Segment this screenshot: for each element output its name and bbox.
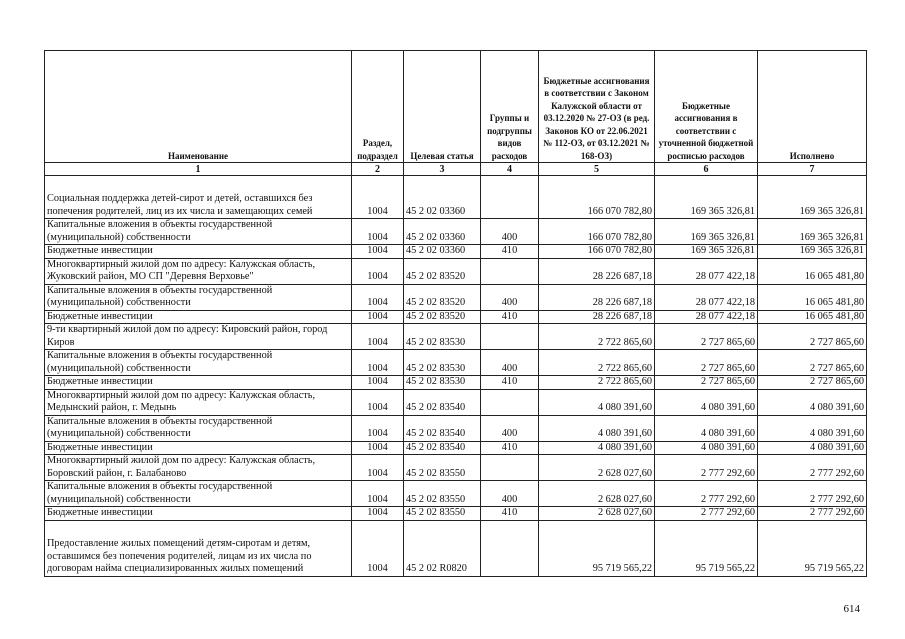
row-law-allocation: 4 080 391,60 (539, 389, 655, 415)
row-expense-group (481, 176, 539, 219)
row-law-allocation: 166 070 782,80 (539, 245, 655, 259)
row-executed: 4 080 391,60 (758, 441, 867, 455)
row-section: 1004 (352, 245, 404, 259)
row-expense-group: 410 (481, 310, 539, 324)
row-revised-allocation: 169 365 326,81 (655, 219, 758, 245)
row-target-code: 45 2 02 03360 (404, 245, 481, 259)
row-name: Социальная поддержка детей-сирот и детей, оставшихся без попечения родителей, лиц из их числа и замещающих семей (45, 176, 352, 219)
column-number: 2 (352, 163, 404, 176)
row-law-allocation: 2 628 027,60 (539, 455, 655, 481)
row-name: Бюджетные инвестиции (45, 376, 352, 390)
column-number: 1 (45, 163, 352, 176)
row-target-code: 45 2 02 83540 (404, 441, 481, 455)
row-target-code: 45 2 02 03360 (404, 176, 481, 219)
row-executed: 169 365 326,81 (758, 219, 867, 245)
row-section: 1004 (352, 481, 404, 507)
row-law-allocation: 28 226 687,18 (539, 310, 655, 324)
row-revised-allocation: 4 080 391,60 (655, 441, 758, 455)
row-law-allocation: 4 080 391,60 (539, 415, 655, 441)
row-executed: 16 065 481,80 (758, 310, 867, 324)
row-name: Капитальные вложения в объекты государственной (муниципальной) собственности (45, 219, 352, 245)
row-executed: 95 719 565,22 (758, 520, 867, 576)
row-expense-group: 410 (481, 376, 539, 390)
row-target-code: 45 2 02 83540 (404, 415, 481, 441)
row-law-allocation: 28 226 687,18 (539, 258, 655, 284)
row-revised-allocation: 28 077 422,18 (655, 284, 758, 310)
row-section: 1004 (352, 376, 404, 390)
row-section: 1004 (352, 324, 404, 350)
row-expense-group (481, 324, 539, 350)
row-expense-group: 400 (481, 219, 539, 245)
row-executed: 4 080 391,60 (758, 415, 867, 441)
table-row (45, 324, 867, 350)
header-law-allocations: Бюджетные ассигнования в соответствии с Законом Калужской области от 03.12.2020 № 27-ОЗ (в ред. Законов КО от 22.06.2021 № 112-ОЗ, от 03.12.2021 № 168-ОЗ) (539, 51, 655, 163)
row-expense-group: 410 (481, 245, 539, 259)
row-name: Бюджетные инвестиции (45, 245, 352, 259)
column-number: 6 (655, 163, 758, 176)
table-row (45, 455, 867, 481)
table-row (45, 284, 867, 310)
row-target-code: 45 2 02 83550 (404, 507, 481, 521)
row-executed: 2 727 865,60 (758, 324, 867, 350)
row-revised-allocation: 2 777 292,60 (655, 455, 758, 481)
column-number-row (45, 163, 867, 176)
page-number: 614 (843, 603, 860, 615)
column-number: 4 (481, 163, 539, 176)
table-row (45, 258, 867, 284)
budget-sheet (44, 50, 866, 577)
row-revised-allocation: 2 777 292,60 (655, 507, 758, 521)
row-section: 1004 (352, 455, 404, 481)
table-row (45, 507, 867, 521)
row-section: 1004 (352, 284, 404, 310)
table-row (45, 176, 867, 219)
row-expense-group (481, 389, 539, 415)
row-revised-allocation: 4 080 391,60 (655, 389, 758, 415)
row-expense-group: 400 (481, 350, 539, 376)
row-revised-allocation: 95 719 565,22 (655, 520, 758, 576)
row-revised-allocation: 28 077 422,18 (655, 310, 758, 324)
row-section: 1004 (352, 176, 404, 219)
row-revised-allocation: 169 365 326,81 (655, 176, 758, 219)
header-target-item: Целевая статья (404, 51, 481, 163)
header-revised-allocations: Бюджетные ассигнования в соответствии с уточненной бюджетной росписью расходов (655, 51, 758, 163)
row-target-code: 45 2 02 83520 (404, 310, 481, 324)
row-target-code: 45 2 02 83550 (404, 481, 481, 507)
row-name: Бюджетные инвестиции (45, 310, 352, 324)
row-target-code: 45 2 02 R0820 (404, 520, 481, 576)
row-law-allocation: 2 628 027,60 (539, 481, 655, 507)
row-section: 1004 (352, 415, 404, 441)
column-number: 3 (404, 163, 481, 176)
row-executed: 16 065 481,80 (758, 284, 867, 310)
row-name: Капитальные вложения в объекты государственной (муниципальной) собственности (45, 284, 352, 310)
row-revised-allocation: 2 727 865,60 (655, 324, 758, 350)
row-law-allocation: 166 070 782,80 (539, 219, 655, 245)
table-row (45, 441, 867, 455)
row-law-allocation: 4 080 391,60 (539, 441, 655, 455)
table-row (45, 310, 867, 324)
row-name: Многоквартирный жилой дом по адресу: Калужская область, Боровский район, г. Балабаново (45, 455, 352, 481)
row-name: 9-ти квартирный жилой дом по адресу: Кировский район, город Киров (45, 324, 352, 350)
budget-table (44, 50, 867, 577)
row-revised-allocation: 4 080 391,60 (655, 415, 758, 441)
row-expense-group (481, 455, 539, 481)
row-name: Бюджетные инвестиции (45, 441, 352, 455)
row-name: Капитальные вложения в объекты государственной (муниципальной) собственности (45, 415, 352, 441)
row-name: Многоквартирный жилой дом по адресу: Калужская область, Медынский район, г. Медынь (45, 389, 352, 415)
row-target-code: 45 2 02 83530 (404, 324, 481, 350)
row-executed: 169 365 326,81 (758, 245, 867, 259)
row-revised-allocation: 2 727 865,60 (655, 376, 758, 390)
row-executed: 2 727 865,60 (758, 350, 867, 376)
row-target-code: 45 2 02 03360 (404, 219, 481, 245)
row-executed: 2 777 292,60 (758, 455, 867, 481)
row-law-allocation: 2 722 865,60 (539, 324, 655, 350)
row-section: 1004 (352, 389, 404, 415)
row-target-code: 45 2 02 83520 (404, 258, 481, 284)
row-law-allocation: 28 226 687,18 (539, 284, 655, 310)
row-revised-allocation: 28 077 422,18 (655, 258, 758, 284)
row-expense-group: 400 (481, 481, 539, 507)
row-law-allocation: 2 722 865,60 (539, 376, 655, 390)
row-law-allocation: 2 628 027,60 (539, 507, 655, 521)
table-header-row (45, 51, 867, 163)
row-section: 1004 (352, 507, 404, 521)
row-revised-allocation: 169 365 326,81 (655, 245, 758, 259)
row-name: Предоставление жилых помещений детям-сиротам и детям, оставшимся без попечения родителей, лицам из их числа по договорам найма специализированных жилых помещений (45, 520, 352, 576)
table-row (45, 376, 867, 390)
table-row (45, 245, 867, 259)
table-row (45, 350, 867, 376)
row-executed: 2 727 865,60 (758, 376, 867, 390)
row-law-allocation: 166 070 782,80 (539, 176, 655, 219)
row-target-code: 45 2 02 83530 (404, 350, 481, 376)
table-row (45, 389, 867, 415)
table-row (45, 481, 867, 507)
row-target-code: 45 2 02 83550 (404, 455, 481, 481)
row-expense-group: 400 (481, 284, 539, 310)
row-executed: 4 080 391,60 (758, 389, 867, 415)
row-executed: 2 777 292,60 (758, 507, 867, 521)
row-section: 1004 (352, 219, 404, 245)
header-name: Наименование (45, 51, 352, 163)
header-expense-groups: Группы и подгруппы видов расходов (481, 51, 539, 163)
column-number: 7 (758, 163, 867, 176)
row-law-allocation: 95 719 565,22 (539, 520, 655, 576)
row-section: 1004 (352, 258, 404, 284)
row-target-code: 45 2 02 83530 (404, 376, 481, 390)
row-executed: 2 777 292,60 (758, 481, 867, 507)
table-row (45, 219, 867, 245)
row-name: Многоквартирный жилой дом по адресу: Калужская область, Жуковский район, МО СП "Деревня Верховье" (45, 258, 352, 284)
row-expense-group: 410 (481, 441, 539, 455)
row-revised-allocation: 2 777 292,60 (655, 481, 758, 507)
row-executed: 16 065 481,80 (758, 258, 867, 284)
header-executed: Исполнено (758, 51, 867, 163)
table-row (45, 415, 867, 441)
row-executed: 169 365 326,81 (758, 176, 867, 219)
row-section: 1004 (352, 520, 404, 576)
row-expense-group: 410 (481, 507, 539, 521)
row-name: Капитальные вложения в объекты государственной (муниципальной) собственности (45, 350, 352, 376)
row-section: 1004 (352, 310, 404, 324)
row-section: 1004 (352, 441, 404, 455)
row-law-allocation: 2 722 865,60 (539, 350, 655, 376)
row-name: Бюджетные инвестиции (45, 507, 352, 521)
row-section: 1004 (352, 350, 404, 376)
column-number: 5 (539, 163, 655, 176)
row-target-code: 45 2 02 83520 (404, 284, 481, 310)
row-expense-group: 400 (481, 415, 539, 441)
row-expense-group (481, 258, 539, 284)
row-revised-allocation: 2 727 865,60 (655, 350, 758, 376)
row-target-code: 45 2 02 83540 (404, 389, 481, 415)
table-row (45, 520, 867, 576)
row-expense-group (481, 520, 539, 576)
header-section: Раздел, подраздел (352, 51, 404, 163)
row-name: Капитальные вложения в объекты государственной (муниципальной) собственности (45, 481, 352, 507)
